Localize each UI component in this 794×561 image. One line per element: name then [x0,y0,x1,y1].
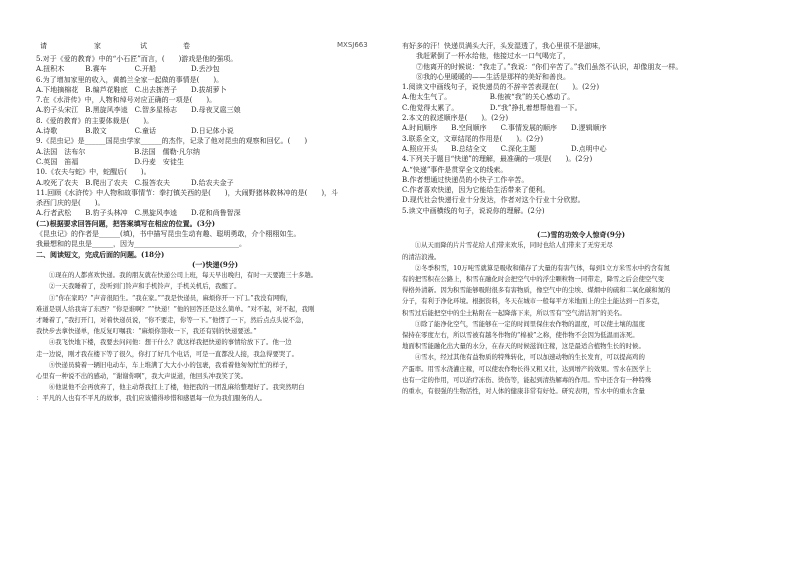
passage-2-para: ①从天而降的片片雪花给人们带来欢乐，同时也给人们带来了无穷无尽 [402,241,613,250]
section-2-answer: 我最想和的昆虫是______，因为______________________________。 [36,240,246,249]
passage-1-para: ①现在的人都喜欢快递。我的朋友就在快递公司上班，每天早出晚归，有时一天要跑三十多趟。 [36,271,318,280]
passage-1-cont: 我赶紧倒了一杯水给他，他接过水一口气喝完了， [402,52,570,61]
header-a: 请 [40,42,47,50]
header-code: MXSJ663 [337,41,368,49]
section-2-question: 《昆虫记》的作者是______(填)，书中描写昆虫生动有趣、聪明勇敢，介个栩栩如生。 [36,230,301,239]
reading-question-3: 3.联系全文，文章结尾的作用是( )。(2分) [402,134,544,143]
reading-question-4-a: A.“快递”事件是贯穿全文的线索。 [402,165,508,174]
passage-1-para: 我快步去拿快递单，他反复叮嘱我：“麻烦你签收一下，我还有别的快递要送。” [36,327,257,336]
passage-2-para: ④雪水，经过其他有益物质的特殊转化，可以加速动物的生长发育，可以提高鸡的 [402,353,645,362]
question-6: 6.为了增加家里的收入，黄鹤兰全家一起做的事情是( )。 [36,75,224,84]
passage-2-para: 得格外清新。因为积雪能够吸附很多有害物质，像空气中的尘埃、煤烟中的硫和二氧化碳和氮的 [402,286,671,295]
question-11-options: A.行者武松 B.豹子头林冲 C.黑旋风李逵 D.花和尚鲁智深 [36,209,241,218]
question-8: 8.《爱的教育》的主要体裁是( )。 [36,116,154,125]
question-5: 5.对于《爱的教育》中的“小石匠”而言，( )游戏是他的强项。 [36,55,238,63]
reading-question-1: 1.阅读文中画线句子，说快递员的不辞辛苦表现在( )。(2分) [402,83,600,92]
reading-question-4-d: D.现代社会快递行业十分发达，作者对这个行业十分欣慰。 [402,196,585,205]
passage-2-para: 的清洁浪漫。 [402,252,441,261]
header-b: 家 [94,42,101,50]
header-c: 试 [140,42,147,50]
reading-question-3-options: A.照应开头 B.总结全文 C.深化主题 D.点明中心 [402,144,607,153]
question-7-options: A.豹子头宋江 B.黑旋风李逵 C.智多星杨志 D.母夜叉扈三娘 [36,106,241,115]
passage-2-para: ③除了能净化空气，雪能够在一定的时间里保住农作物的温度，可以使土壤的温度 [402,319,645,328]
reading-question-1-ab: A.他太生气了。 B.他被“我”的关心感动了。 [402,93,575,102]
question-8-options: A.诗歌 B.散文 C.童话 D.日记体小说 [36,127,234,136]
passage-1-para: 走一边说，刚才我在楼下等了很久，你打了好几个电话，可是一直都没人接，我急得要哭了。 [36,349,299,358]
passage-1-para: ④我飞快地下楼，我要去问问他：想干什么？就这样我把快递的事情给放下了。他一边 [36,338,292,347]
header-d: 卷 [183,42,190,50]
question-9-options-ab: A.法国 法布尔 B.法国 儒勒·凡尔纳 [36,147,200,156]
question-5-options: A.扭积木 B.赛车 C.开船 D.丢沙包 [36,65,220,74]
passage-2-title: (二)雪的功效令人惊奇(9分) [536,230,626,240]
reading-question-2-options: A.时间顺序 B.空间顺序 C.事情发展的顺序 D.逻辑顺序 [402,124,607,133]
question-9: 9.《昆虫记》是______国昆虫学家______的杰作，记录了他对昆虫的观察和回忆。( ) [36,137,308,146]
left-column [36,54,394,405]
passage-1-cont: ⑧我的心里暖暖的——生活是那样的美好和善良。 [402,72,570,81]
question-10-options: A.咬死了农夫 B.爬出了农夫 C.报答农夫 D.给农夫金子 [36,178,234,187]
passage-2-para: 也有一定的作用，可以治疗冻伤、烫伤等，能起到清热解毒的作用。雪中还含有一种特殊 [402,375,652,384]
passage-2-para: ②冬季积雪，10万吨雪就算是吸收和储存了大量的有害气体，每到1立方米雪水中约含有氮 [402,263,670,272]
passage-2-para: 产蛋率。用雪水浇灌庄稼，可以使农作物长得又粗又壮，达到增产的效果。雪水在医学上 [402,364,652,373]
passage-1-para: ⑤快递员骑着一辆旧电动车，车上堆满了大大小小的包裹，我看着他匆匆忙忙的样子， [36,360,292,369]
question-11-cont: 杀西门庆的是( )。 [36,199,105,208]
passage-1-para: 才睡着了，”我打开门，对着快递员说，“你不要走，你等一下。”他愣了一下，然后点点头说不急， [36,316,308,325]
passage-1-para: ②一天我睡着了，没听到门铃声和手机铃声，手机关机后，我醒了。 [36,282,241,291]
passage-2-para: 保持在零度左右，所以雪被有越冬作物的“棉被”之称，使作物不会因为低温而冻死。 [402,330,639,339]
passage-1-cont: 有好多的汗！快递员满头大汗，头发湿透了，我心里很不是滋味， [402,42,605,50]
question-6-options: A.下地摘棉花 B.编芦花鞋底 C.出去拣菩子 D.拔胡萝卜 [36,85,227,94]
section-2-heading: (二)根据要求回答问题，把答案填写在相应的位置。(3分) [36,218,216,228]
passage-2-para: 分子，有利于净化环境。根据资料，冬天在城市一般每平方米地面上的尘土能达到一百多克， [402,297,665,306]
question-9-options-cd: C.英国 笛福 D.丹麦 安徒生 [36,157,184,166]
reading-question-4-c: C.作者喜欢快递，因为它能给生活带来了便利。 [402,186,550,195]
passage-1-cont: ⑦他离开的时候说：“我走了。”我说：“你们辛苦了。”我们虽然不认识，却像朋友一样。 [402,62,683,71]
reading-question-1-cd: C.他觉得太累了。 D.“我”挣扎着想帮他看一下。 [402,103,582,112]
reading-question-4-b: B.作者想通过快递员的小快子工作辛苦。 [402,175,529,184]
question-11: 11.回顾《水浒传》中人物和故事情节：拳打镇关西的是( )，大闹野猪林救林冲的是( )，斗 [36,188,339,197]
reading-question-2: 2.本文的叙述顺序是( )。(2分) [402,114,509,123]
passage-2-para: 地面积雪能融化出大量的水分，在春天的时候滋润庄稼，这是最适合植物生长的时候。 [402,342,645,351]
passage-1-para: 难道是别人给我寄了东西？“你是谁啊？”“快递！”他的回答还是这么简单。“对不起，对不起，我刚 [36,304,315,313]
passage-1-title: (一)快递(9分) [191,259,239,269]
passage-1-para: ⑥他说他不会再放弃了，他主动帮我扛上了楼，他把我的一团乱麻给整理好了。我突然明白 [36,383,305,392]
passage-2-para: 的重水，有很强的生物活性，对人体的健康非常有好处。研究表明，雪水中的重水含量 [402,386,645,395]
reading-section-heading: 二、阅读短文，完成后面的问题。(18分) [36,249,165,259]
reading-question-4: 4.下列关于题目“快递”的理解，最准确的一项是( )。(2分) [402,155,593,164]
reading-question-5: 5.读文中画横线的句子，说说你的理解。(2分) [402,206,545,215]
question-7: 7.在《水浒传》中，人物和绰号对应正确的一项是( )。 [36,96,217,105]
right-column [402,41,760,397]
passage-1-para: ③“你在家吗？”声音很陌生。“我在家。”“我是快递员，麻烦你开一下门。”我没有网购， [36,293,293,302]
passage-2-para: 积雪过后能把空中的尘土粘附在一起降落下来，所以雪有“空气清洁剂”的美名。 [402,308,626,317]
passage-2-para: 有的把雪积在公路上，积雪在融化时会把空气中的浮尘颗粒物一同带走，降雪之后会使空气变 [402,274,665,283]
question-10: 10.《农夫与蛇》中，蛇醒后( )。 [36,168,151,177]
passage-1-para: ：平凡的人也有不平凡的故事，我们应该懂得珍惜和感恩每一位为我们服务的人。 [36,394,267,403]
passage-1-para: 心里有一种说不出的感动，“谢谢你啊”，我大声说道，他回头冲我笑了笑。 [36,372,248,381]
